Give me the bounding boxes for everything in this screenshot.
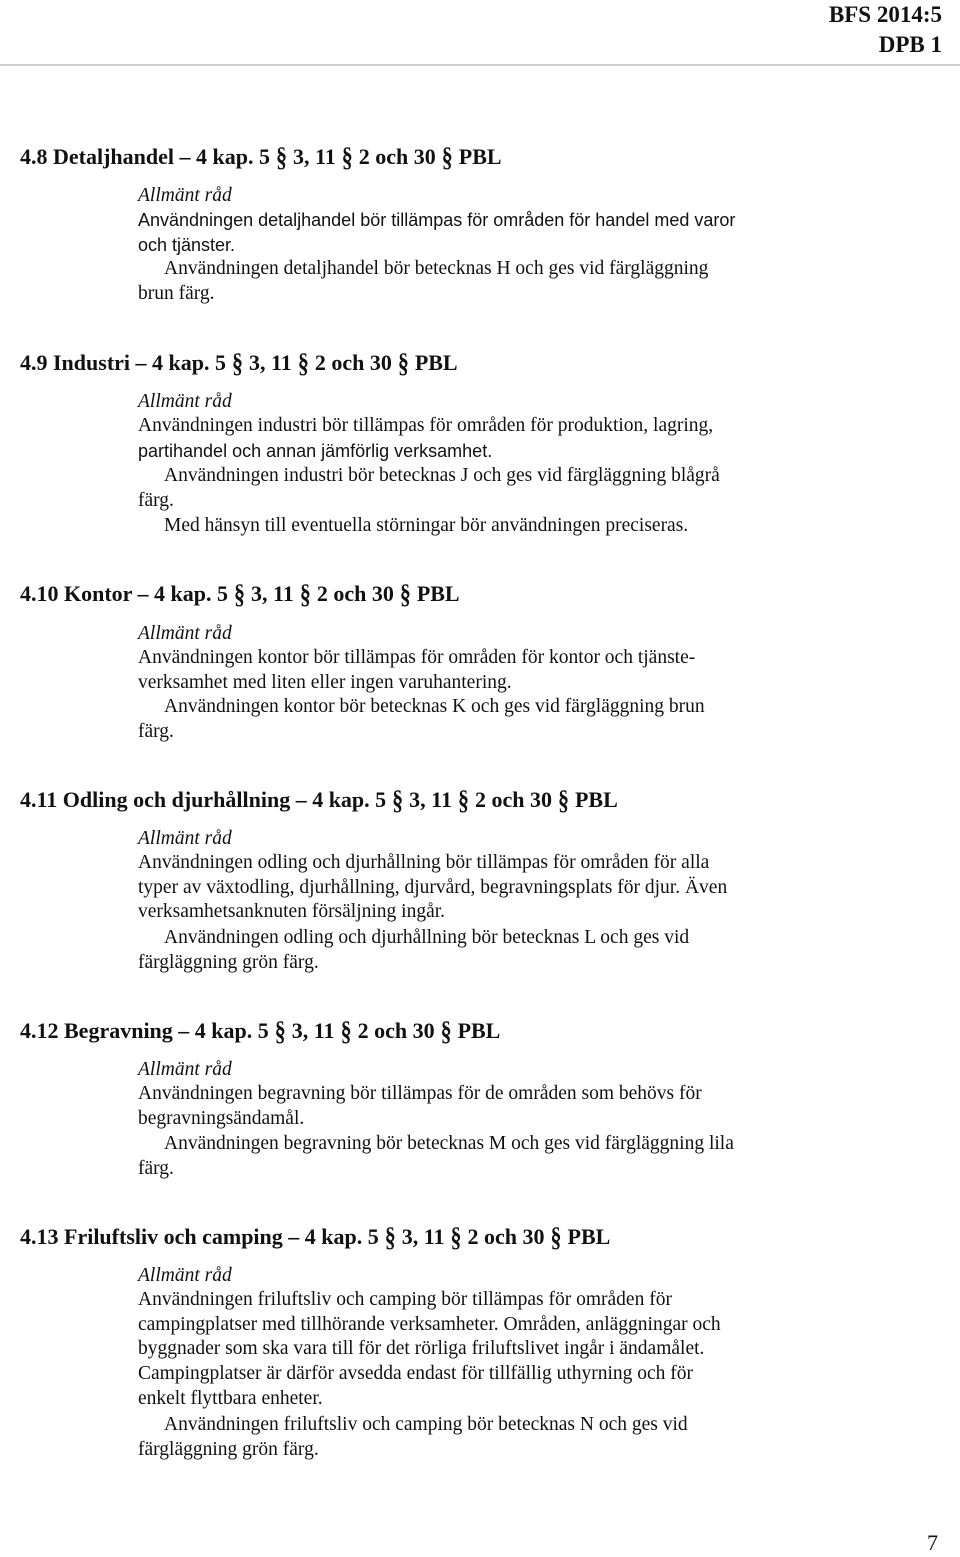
section-sign-icon: § (440, 1014, 452, 1046)
paragraph: Användningen detaljhandel bör tillämpas för områden för handel med varor och tjänster. (138, 210, 736, 255)
section-heading: 4.13 Friluftsliv och camping – 4 kap. 5 § 3, 11 § 2 och 30 § PBL (20, 1220, 611, 1252)
section-sign-icon: § (392, 783, 404, 815)
header-rule (0, 64, 960, 66)
section-sign-icon: § (340, 1014, 352, 1046)
general-advice-label: Allmänt råd (138, 1059, 232, 1080)
section-sign-icon: § (275, 140, 287, 172)
paragraph: Användningen kontor bör tillämpas för områden för kontor och tjänste- verksamhet med liten eller ingen varuhantering. (138, 647, 696, 693)
paragraph: Användningen begravning bör betecknas M och ges vid färgläggning lila färg. (138, 1133, 734, 1179)
paragraph: Användningen kontor bör betecknas K och ges vid färgläggning brun färg. (138, 696, 705, 742)
paragraph: Användningen detaljhandel bör betecknas H och ges vid färgläggning brun färg. (138, 258, 709, 304)
general-advice-label: Allmänt råd (138, 185, 232, 206)
section-sign-icon: § (274, 1014, 286, 1046)
general-advice-label: Allmänt råd (138, 1265, 232, 1286)
page-number: 7 (927, 1530, 938, 1555)
section-sign-icon: § (384, 1220, 396, 1252)
paragraph: Användningen industri bör betecknas J och ges vid färgläggning blågrå färg. (138, 465, 720, 511)
general-advice-label: Allmänt råd (138, 391, 232, 412)
section-heading: 4.8 Detaljhandel – 4 kap. 5 § 3, 11 § 2 och 30 § PBL (20, 140, 502, 172)
publication-code: BFS 2014:5 (828, 2, 942, 27)
paragraph: Användningen industri bör tillämpas för områden för produktion, lagring, partihandel och annan jämförlig verksamhet. (138, 415, 714, 461)
section-sign-icon: § (232, 346, 244, 378)
section-heading: 4.9 Industri – 4 kap. 5 § 3, 11 § 2 och 30 § PBL (20, 346, 458, 378)
section-sign-icon: § (550, 1220, 562, 1252)
section-sign-icon: § (457, 783, 469, 815)
section-sign-icon: § (299, 577, 311, 609)
section-sign-icon: § (234, 577, 246, 609)
section-sign-icon: § (297, 346, 309, 378)
general-advice-label: Allmänt råd (138, 828, 232, 849)
paragraph: Med hänsyn till eventuella störningar bör användningen preciseras. (164, 515, 689, 536)
section-heading: 4.10 Kontor – 4 kap. 5 § 3, 11 § 2 och 30 § PBL (20, 577, 460, 609)
paragraph: Användningen odling och djurhållning bör betecknas L och ges vid färgläggning grön färg. (138, 927, 690, 973)
section-sign-icon: § (341, 140, 353, 172)
section-heading: 4.11 Odling och djurhållning – 4 kap. 5 § 3, 11 § 2 och 30 § PBL (20, 783, 618, 815)
section-sign-icon: § (450, 1220, 462, 1252)
section-sign-icon: § (397, 346, 409, 378)
document-code: DPB 1 (878, 32, 942, 57)
section-heading: 4.12 Begravning – 4 kap. 5 § 3, 11 § 2 och 30 § PBL (20, 1014, 501, 1046)
section-sign-icon: § (441, 140, 453, 172)
section-sign-icon: § (399, 577, 411, 609)
document-header (829, 0, 942, 60)
paragraph: Användningen friluftsliv och camping bör tillämpas för områden för campingplatser med tillhörande verksamheter. Områden, anläggningar och byggnader som ska vara till för det rörliga friluftslivet ingår i ändamålet. Campingplatser är därför avsedda endast för tillfällig uthyrning och för enkelt flyttbara enheter. (138, 1289, 721, 1409)
paragraph: Användningen odling och djurhållning bör tillämpas för områden för alla typer av växtodling, djurhållning, djurvård, begravningsplats för djur. Även verksamhetsanknuten försäljning ingår. (138, 852, 728, 923)
paragraph: Användningen friluftsliv och camping bör betecknas N och ges vid färgläggning grön färg. (138, 1414, 688, 1460)
paragraph: Användningen begravning bör tillämpas för de områden som behövs för begravningsändamål. (138, 1083, 702, 1129)
section-sign-icon: § (557, 783, 569, 815)
general-advice-label: Allmänt råd (138, 623, 232, 644)
